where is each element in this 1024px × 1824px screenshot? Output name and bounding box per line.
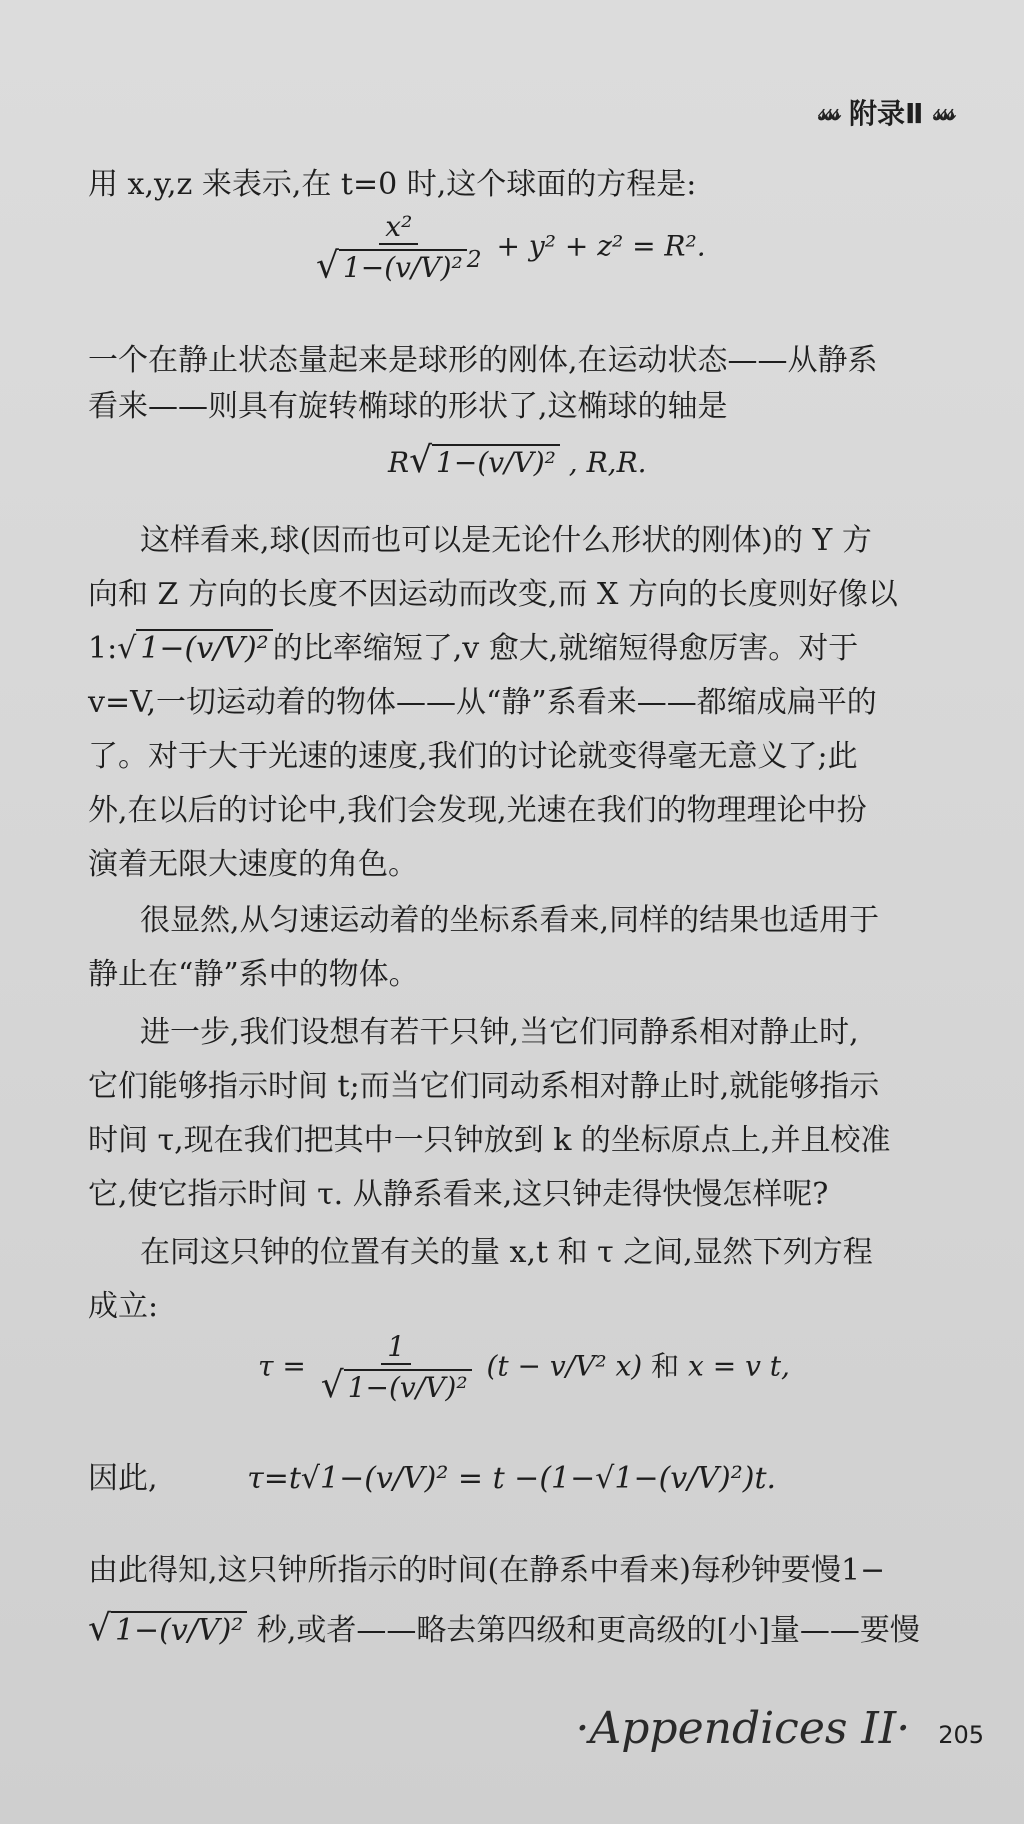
l6-post: 的比率缩短了,v 愈大,就缩短得愈厉害。对于: [272, 631, 859, 666]
header-title: 附录Ⅱ: [849, 97, 924, 130]
l6-radicand: 1−(v/V)²: [136, 629, 272, 666]
eq1-rest: + y² + z² = R².: [496, 229, 706, 263]
ornament-right-icon: 𝓈𝓈𝓈: [933, 98, 954, 126]
text-line-18: 成立:: [88, 1289, 159, 1324]
text-line-20: 由此得知,这只钟所指示的时间(在静系中看来)每秒钟要慢1−: [88, 1553, 886, 1588]
eq2-pre: R: [388, 446, 410, 479]
text-line-16: 它,使它指示时间 τ. 从静系看来,这只钟走得快慢怎样呢?: [88, 1177, 829, 1212]
eq1-denominator: 1−(v/V)²: [339, 249, 467, 284]
page-footer: [575, 1703, 984, 1754]
text-line-10: 演着无限大速度的角色。: [88, 847, 418, 882]
text-line-6: 1:√ 1−(v/V)² 的比率缩短了,v 愈大,就缩短得愈厉害。对于: [88, 631, 859, 666]
text-line-12: 静止在“静”系中的物体。: [88, 957, 419, 992]
text-line-2: 一个在静止状态量起来是球形的刚体,在运动状态——从静系: [88, 343, 878, 378]
l6-pre: 1:: [88, 631, 118, 666]
running-header: [819, 92, 954, 132]
text-line-13: 进一步,我们设想有若干只钟,当它们同静系相对静止时,: [140, 1015, 859, 1050]
eq3-rhs: x = v t,: [688, 1349, 790, 1383]
equation-sphere: $\frac{\text{x²}}{√ 1-(v/V)^2 ^2}$ + y² + z² = R².: [316, 210, 706, 287]
text-line-8: 了。对于大于光速的速度,我们的讨论就变得毫无意义了;此: [88, 739, 858, 774]
text-line-14: 它们能够指示时间 t;而当它们同动系相对静止时,就能够指示: [88, 1069, 880, 1104]
footer-script-title: ·Appendices II·: [575, 1703, 911, 1754]
eq5-radicand: 1−(v/V)²: [111, 1611, 247, 1648]
equation-tau: τ = $\frac{1}{\text{√ 1−(v/V)²}}$ (t − v/V² x) 和 x = v t,: [258, 1330, 790, 1406]
eq1-numerator: x²: [379, 210, 418, 245]
text-line-9: 外,在以后的讨论中,我们会发现,光速在我们的物理理论中扮: [88, 793, 867, 828]
text-line-21: √ 1−(v/V)² 秒,或者——略去第四级和更高级的[小]量——要慢: [88, 1608, 920, 1649]
eq3-paren: (t − v/V² x): [486, 1349, 643, 1383]
eq3-lhs: τ =: [258, 1349, 306, 1383]
eq2-post: , R,R.: [568, 446, 647, 479]
eq4-expression: τ=t√1−(v/V)² = t −(1−√1−(v/V)²)t.: [247, 1461, 777, 1496]
equation-axes: R√ 1−(v/V)² , R,R.: [388, 440, 647, 481]
page-number: 205: [938, 1721, 984, 1749]
text-line-11: 很显然,从匀速运动着的坐标系看来,同样的结果也适用于: [140, 903, 880, 938]
eq1-den-power: 2: [466, 245, 482, 273]
eq3-denominator: 1−(v/V)²: [344, 1369, 472, 1404]
text-line-7: v=V,一切运动着的物体——从“静”系看来——都缩成扁平的: [88, 685, 877, 720]
text-line-19: [88, 1456, 964, 1502]
text-line-1: 用 x,y,z 来表示,在 t=0 时,这个球面的方程是:: [88, 167, 697, 202]
text-line-15: 时间 τ,现在我们把其中一只钟放到 k 的坐标原点上,并且校准: [88, 1123, 891, 1158]
eq2-radicand: 1−(v/V)²: [432, 444, 560, 479]
text-line-3: 看来——则具有旋转椭球的形状了,这椭球的轴是: [88, 389, 728, 424]
l21-post: 秒,或者——略去第四级和更高级的[小]量——要慢: [256, 1613, 920, 1648]
eq3-numerator: 1: [381, 1330, 411, 1365]
ornament-left-icon: 𝓈𝓈𝓈: [818, 98, 840, 126]
text-line-5: 向和 Z 方向的长度不因运动而改变,而 X 方向的长度则好像以: [88, 577, 898, 612]
text-line-4: 这样看来,球(因而也可以是无论什么形状的刚体)的 Y 方: [140, 523, 872, 558]
l19-label: 因此,: [88, 1461, 158, 1496]
eq3-mid: 和: [651, 1349, 680, 1383]
text-line-17: 在同这只钟的位置有关的量 x,t 和 τ 之间,显然下列方程: [140, 1235, 873, 1270]
